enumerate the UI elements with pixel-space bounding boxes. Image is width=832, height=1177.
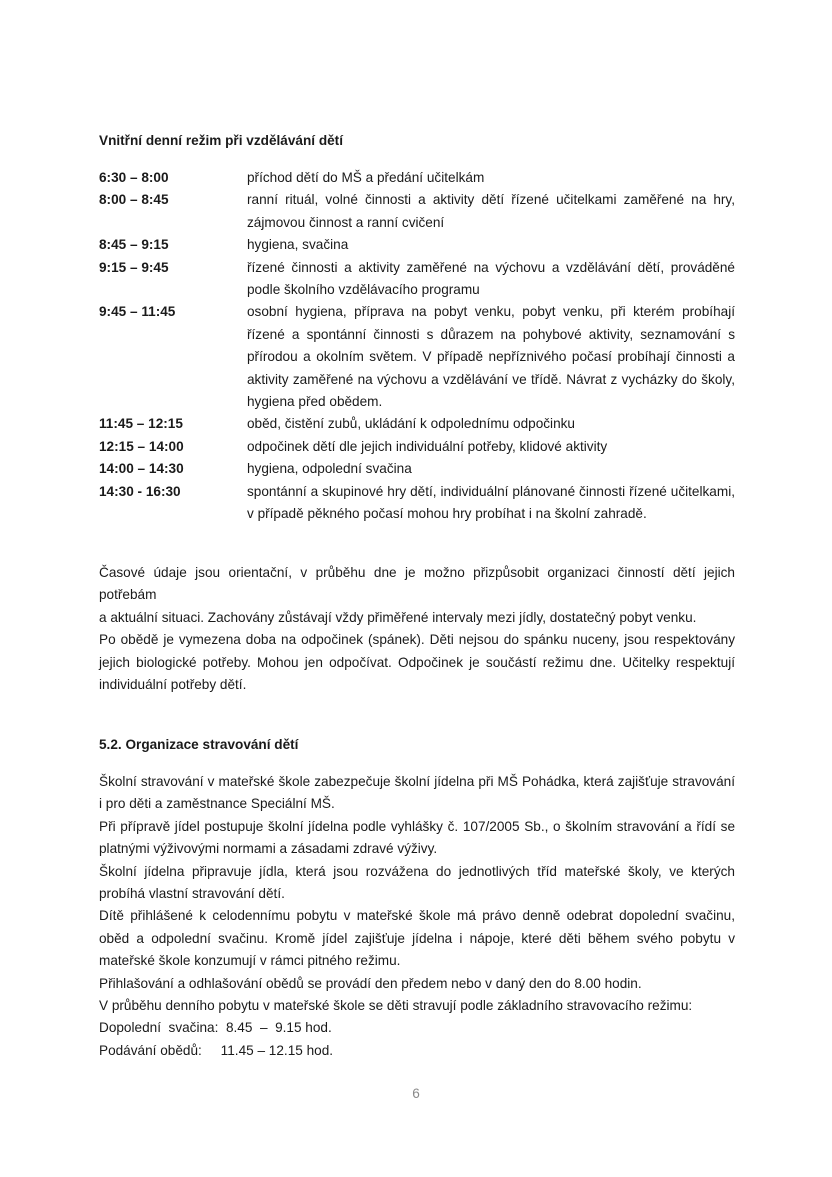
schedule-heading: Vnitřní denní režim při vzdělávání dětí (99, 133, 343, 148)
schedule-desc: oběd, čistění zubů, ukládání k odpolednímu odpočinku (247, 416, 575, 432)
schedule-row (99, 167, 735, 189)
schedule-desc: příchod dětí do MŠ a předání učitelkám (247, 170, 485, 185)
schedule-desc: hygiena, odpolední svačina (247, 461, 412, 477)
schedule-desc: odpočinek dětí dle jejich individuální potřeby, klidové aktivity (247, 438, 608, 454)
paragraph: a aktuální situaci. Zachovány zůstávají vždy přiměřené intervaly mezi jídly, dostatečný pobyt venku. (99, 609, 697, 625)
page-number: 6 (412, 1086, 420, 1101)
paragraph: Podávání obědů: 11.45 – 12.15 hod. (99, 1042, 334, 1058)
schedule-time: 8:00 – 8:45 (99, 192, 169, 208)
schedule-time: 11:45 – 12:15 (99, 416, 183, 432)
paragraph: Dítě přihlášené k celodennímu pobytu v mateřské škole má právo denně odebrat dopolední svačinu, oběd a odpolední svačinu. Kromě jídel zajišťuje jídelna i nápoje, které děti během svého pobytu v mateřské škole konzumují v rámci pitného režimu. (99, 908, 735, 969)
catering-text (99, 771, 735, 1062)
schedule-time: 9:15 – 9:45 (99, 259, 169, 275)
schedule-desc: osobní hygiena, příprava na pobyt venku, pobyt venku, při kterém probíhají řízené a spontánní činnosti s důrazem na pohybové aktivity, seznamování s přírodou a okolním světem. V případě nepříznivého počasí probíhají činnosti a aktivity zaměřené na výchovu a vzdělávání ve třídě. Návrat z vycházky do školy, hygiena před obědem. (247, 304, 735, 410)
schedule-desc: řízené činnosti a aktivity zaměřené na výchovu a vzdělávání dětí, prováděné podle školního vzdělávacího programu (247, 259, 735, 298)
paragraph: Přihlašování a odhlašování obědů se provádí den předem nebo v daný den do 8.00 hodin. (99, 975, 642, 991)
schedule-row (99, 481, 735, 526)
schedule-row (99, 189, 735, 234)
paragraph: Časové údaje jsou orientační, v průběhu dne je možno přizpůsobit organizaci činností dětí jejich potřebám (99, 565, 735, 603)
schedule-desc: spontánní a skupinové hry dětí, individuální plánované činnosti řízené učitelkami, v případě pěkného počasí mohou hry probíhat i na školní zahradě. (247, 483, 735, 522)
schedule-time: 14:00 – 14:30 (99, 461, 184, 477)
schedule-time: 8:45 – 9:15 (99, 237, 169, 253)
schedule-time: 14:30 - 16:30 (99, 483, 181, 499)
schedule-desc: hygiena, svačina (247, 237, 349, 253)
schedule-row (99, 458, 735, 480)
schedule-desc: ranní rituál, volné činnosti a aktivity dětí řízené učitelkami zaměřené na hry, zájmovou činnost a ranní cvičení (247, 192, 735, 230)
schedule-row (99, 257, 735, 302)
schedule-row (99, 234, 735, 256)
paragraph: Při přípravě jídel postupuje školní jídelna podle vyhlášky č. 107/2005 Sb., o školním stravování a řídí se platnými výživovými normami a zásadami zdravé výživy. (99, 818, 735, 857)
paragraph: Dopolední svačina: 8.45 – 9.15 hod. (99, 1020, 332, 1036)
schedule-row (99, 413, 735, 435)
schedule-row (99, 436, 735, 458)
schedule-time: 6:30 – 8:00 (99, 170, 169, 185)
paragraph: Po obědě je vymezena doba na odpočinek (spánek). Děti nejsou do spánku nuceny, jsou respektovány jejich biologické potřeby. Mohou jen odpočívat. Odpočinek je součástí režimu dne. Učitelky respektují individuální potřeby dětí. (99, 632, 735, 693)
paragraph: Školní stravování v mateřské škole zabezpečuje školní jídelna při MŠ Pohádka, která zajišťuje stravování i pro děti a zaměstnance Speciální MŠ. (99, 774, 735, 812)
daily-schedule (99, 167, 735, 526)
paragraph: Školní jídelna připravuje jídla, která jsou rozvážena do jednotlivých tříd mateřské školy, ve kterých probíhá vlastní stravování dětí. (99, 863, 735, 902)
section-heading: 5.2. Organizace stravování dětí (99, 737, 299, 752)
paragraph: V průběhu denního pobytu v mateřské škole se děti stravují podle základního stravovacího režimu: (99, 998, 693, 1014)
schedule-time: 12:15 – 14:00 (99, 438, 184, 454)
schedule-time: 9:45 – 11:45 (99, 304, 176, 320)
schedule-notes (99, 562, 735, 696)
schedule-row (99, 301, 735, 413)
